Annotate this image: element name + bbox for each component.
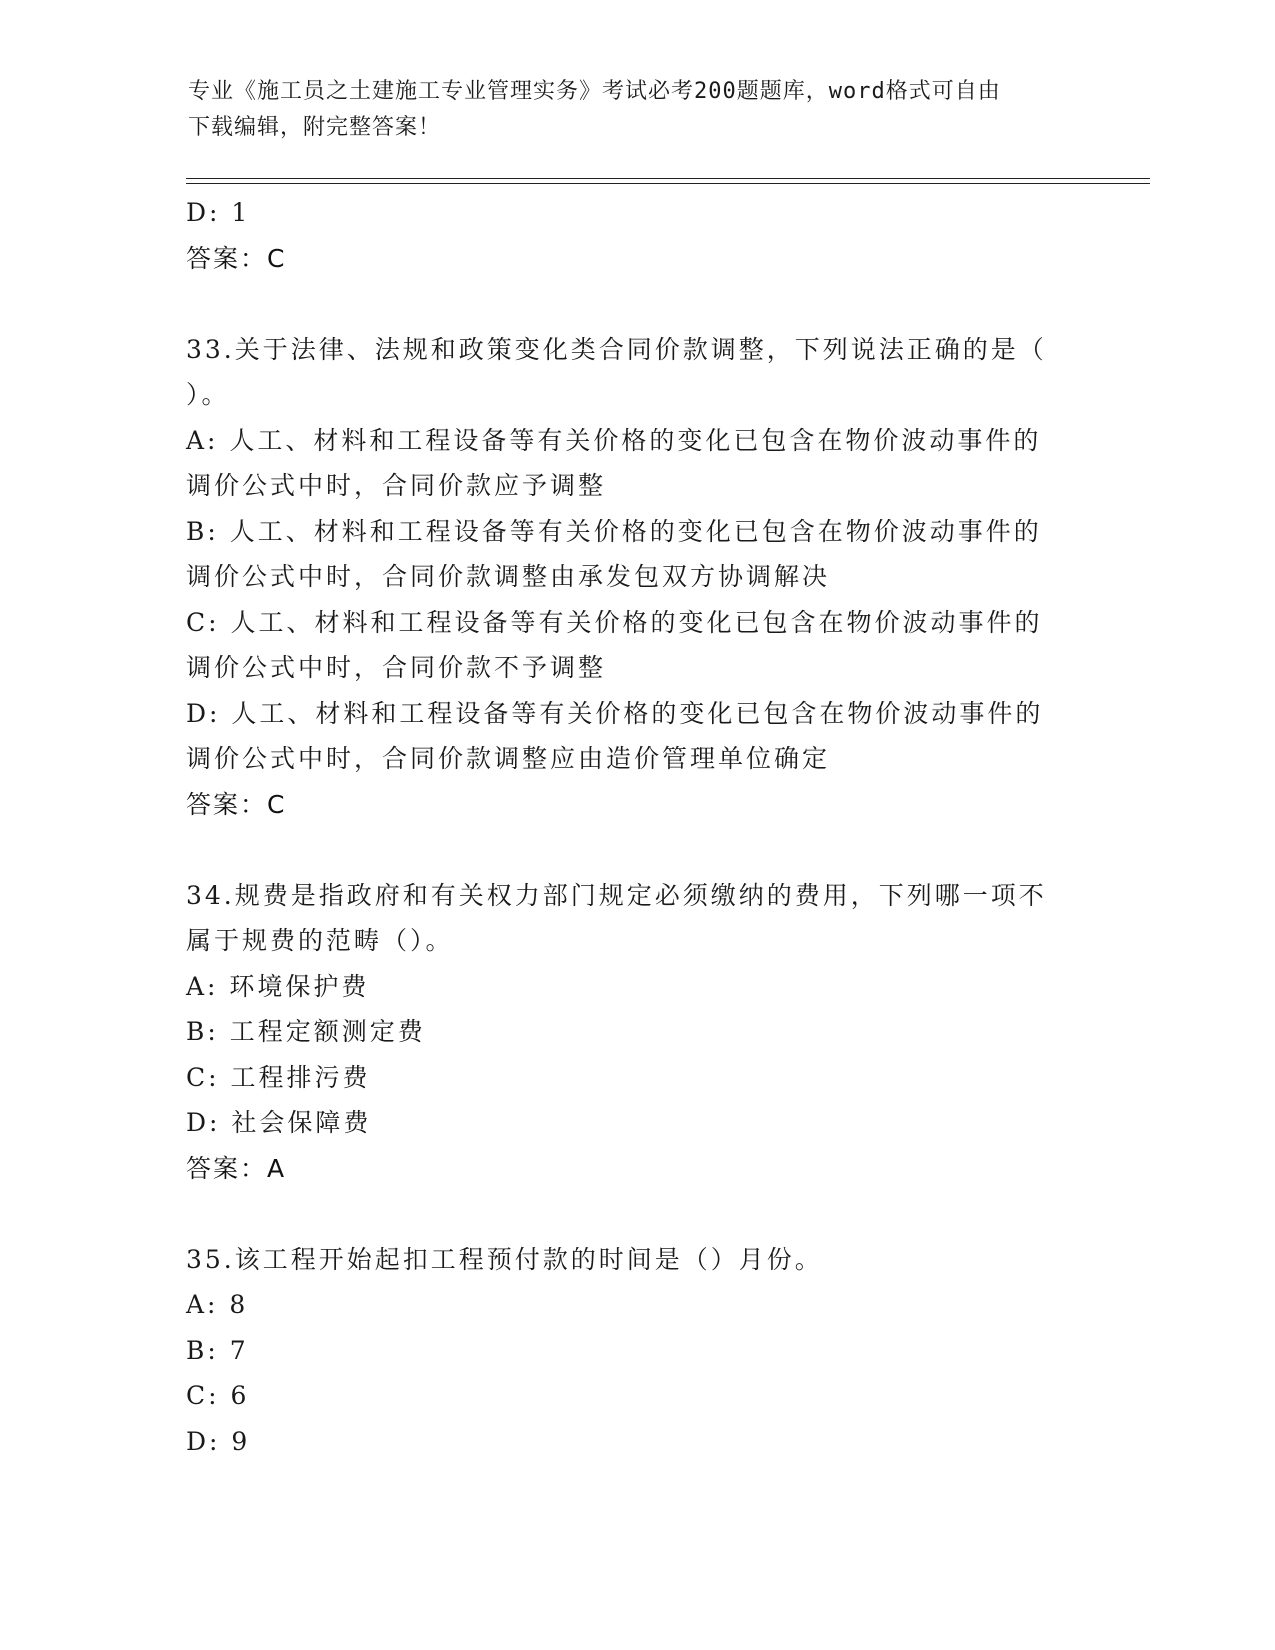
- option-d: D: 9: [186, 1426, 251, 1456]
- option-b: B: 工程定额测定费: [186, 1017, 426, 1046]
- option-c: C: 工程排污费: [186, 1062, 371, 1092]
- answer-line: 答案：C: [186, 243, 287, 273]
- option-c: C: 人工、材料和工程设备等有关价格的变化已包含在物价波动事件的: [186, 607, 1043, 637]
- option-b-continued: 调价公式中时，合同价款调整由承发包双方协调解决: [186, 562, 831, 591]
- spacer: [186, 281, 1086, 327]
- option-a: A: 8: [186, 1290, 249, 1319]
- question-list: [186, 190, 1086, 1464]
- question-35: [186, 1237, 1086, 1465]
- question-33: [186, 327, 1086, 828]
- option-d: D: 社会保障费: [186, 1108, 372, 1137]
- answer-line: 答案：A: [186, 1153, 287, 1183]
- option-d-continued: 调价公式中时，合同价款调整应由造价管理单位确定: [186, 744, 831, 773]
- page-header: [188, 74, 1068, 146]
- option-a-continued: 调价公式中时，合同价款应予调整: [186, 471, 607, 500]
- question-stem: 33.关于法律、法规和政策变化类合同价款调整，下列说法正确的是（: [186, 334, 1047, 364]
- spacer: [186, 827, 1086, 873]
- option-b: B: 人工、材料和工程设备等有关价格的变化已包含在物价波动事件的: [186, 516, 1042, 546]
- question-stem: 34.规费是指政府和有关权力部门规定必须缴纳的费用，下列哪一项不: [186, 880, 1047, 910]
- header-divider-top: [186, 178, 1150, 179]
- spacer: [186, 1191, 1086, 1237]
- option-c: C: 6: [186, 1381, 250, 1410]
- question-stem-continued: 属于规费的范畴（）。: [186, 926, 454, 955]
- answer-line: 答案：C: [186, 789, 287, 819]
- option-d: D: 人工、材料和工程设备等有关价格的变化已包含在物价波动事件的: [186, 698, 1044, 728]
- question-stem: 35.该工程开始起扣工程预付款的时间是（）月份。: [186, 1244, 823, 1274]
- header-title-line-1: 专业《施工员之土建施工专业管理实务》考试必考200题题库，word格式可自由: [188, 79, 1001, 104]
- header-divider-bottom: [186, 183, 1150, 184]
- option-d: D: 1: [186, 198, 251, 227]
- question-stem-continued: ）。: [186, 380, 230, 409]
- question-34: [186, 873, 1086, 1192]
- option-b: B: 7: [186, 1335, 249, 1365]
- question-32-tail: [186, 190, 1086, 281]
- option-c-continued: 调价公式中时，合同价款不予调整: [186, 653, 607, 682]
- header-title-line-2: 下载编辑，附完整答案！: [188, 115, 442, 140]
- option-a: A: 环境保护费: [186, 971, 370, 1001]
- option-a: A: 人工、材料和工程设备等有关价格的变化已包含在物价波动事件的: [186, 425, 1042, 455]
